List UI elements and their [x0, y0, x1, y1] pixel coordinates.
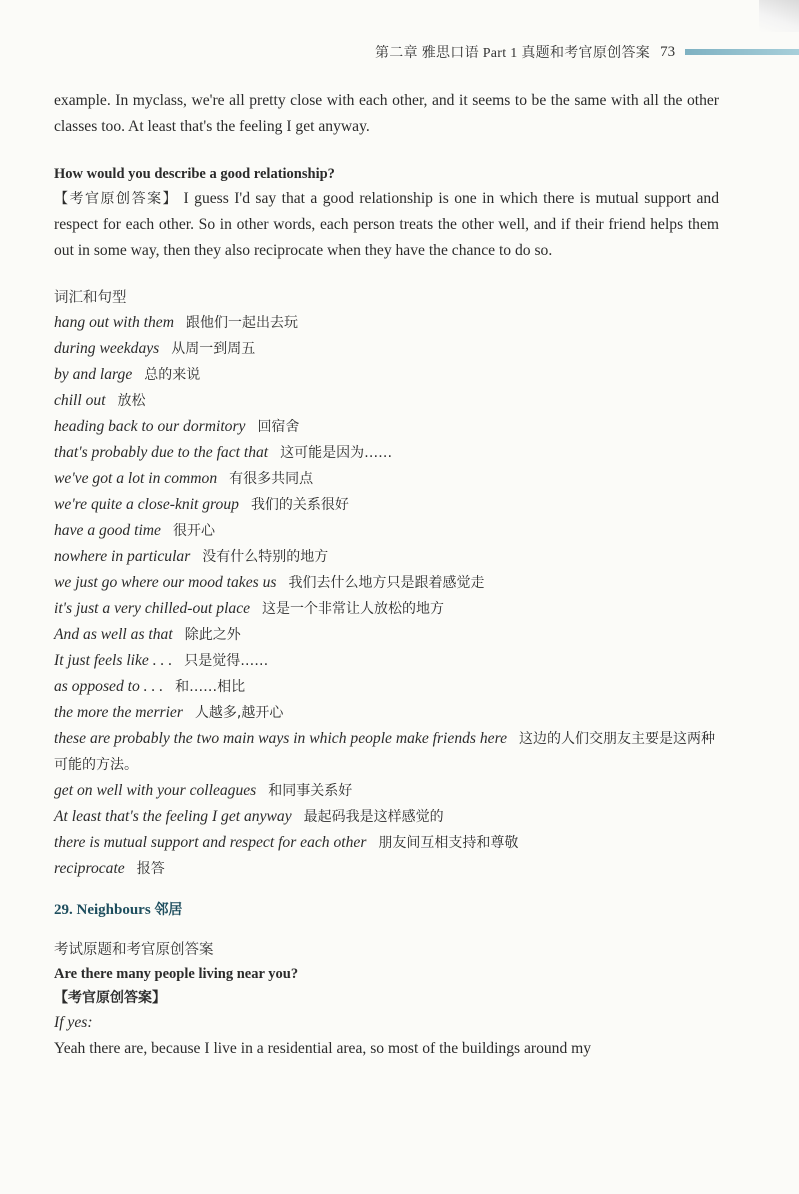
vocab-english: reciprocate: [54, 860, 125, 877]
vocab-item: [54, 726, 719, 778]
vocab-item: [54, 570, 719, 596]
vocab-chinese: 跟他们一起出去玩: [185, 315, 298, 331]
examiner-answer-label-2: 【考官原创答案】: [54, 990, 166, 1006]
examiner-answer-label: 【考官原创答案】: [54, 191, 179, 207]
question-relationship: How would you describe a good relationship?: [54, 166, 335, 182]
answer-neighbours: Yeah there are, because I live in a residential area, so most of the buildings around my: [54, 1040, 592, 1057]
vocab-english: And as well as that: [54, 626, 173, 643]
vocab-chinese: 总的来说: [144, 367, 201, 383]
question-neighbours: Are there many people living near you?: [54, 966, 299, 982]
vocab-chinese: 没有什么特别的地方: [202, 549, 329, 565]
vocab-item: [54, 310, 719, 336]
vocab-item: [54, 648, 719, 674]
vocab-english: have a good time: [54, 522, 161, 539]
if-yes-label: If yes:: [54, 1014, 93, 1031]
vocab-english: At least that's the feeling I get anyway: [54, 808, 292, 825]
vocab-chinese: 我们去什么地方只是跟着感觉走: [288, 575, 485, 591]
vocab-section-title: 词汇和句型: [54, 290, 127, 306]
continued-paragraph: example. In myclass, we're all pretty close with each other, and it seems to be the same with all the other classes too. At least that's the feeling I get anyway.: [54, 92, 719, 135]
vocab-english: that's probably due to the fact that: [54, 444, 269, 461]
vocab-chinese: 只是觉得……: [184, 653, 269, 669]
vocab-english: hang out with them: [54, 314, 174, 331]
vocab-english: as opposed to . . .: [54, 678, 164, 695]
vocab-english: these are probably the two main ways in which people make friends here: [54, 730, 508, 747]
vocab-chinese: 回宿舍: [257, 419, 300, 435]
answer-text: I guess I'd say that a good relationship is one in which there is mutual support and respect for each other. So in other words, each person treats the other well, and if their friend helps them out in some way, then they also reciprocate when they have the chance to do so.: [54, 190, 720, 259]
chapter-title: 第二章 雅思口语 Part 1 真题和考官原创答案: [375, 46, 651, 61]
header-accent-bar: [685, 49, 799, 55]
vocab-english: during weekdays: [54, 340, 160, 357]
page-content: [54, 88, 719, 1062]
vocab-english: the more the merrier: [54, 704, 183, 721]
vocab-item: [54, 830, 719, 856]
vocab-chinese: 最起码我是这样感觉的: [303, 809, 444, 825]
vocab-chinese: 这边的人们交朋友主要是这两种可能的方法。: [54, 731, 716, 773]
vocab-english: there is mutual support and respect for each other: [54, 834, 367, 851]
vocab-item: [54, 336, 719, 362]
vocab-english: chill out: [54, 392, 106, 409]
vocab-chinese: 很开心: [172, 523, 215, 539]
vocab-chinese: 除此之外: [184, 627, 241, 643]
vocab-english: we're quite a close-knit group: [54, 496, 239, 513]
page-corner-curl: [759, 0, 799, 32]
vocab-item: [54, 466, 719, 492]
vocab-chinese: 和……相比: [175, 679, 246, 695]
vocab-item: [54, 622, 719, 648]
vocab-item: [54, 544, 719, 570]
vocab-item: [54, 388, 719, 414]
vocab-item: [54, 492, 719, 518]
vocab-chinese: 报答: [136, 861, 165, 877]
vocab-item: [54, 804, 719, 830]
vocab-item: [54, 778, 719, 804]
vocab-item: [54, 700, 719, 726]
vocab-item: [54, 414, 719, 440]
exam-section-title: 考试原题和考官原创答案: [54, 942, 214, 958]
vocab-english: by and large: [54, 366, 133, 383]
vocab-item: [54, 596, 719, 622]
vocab-chinese: 朋友间互相支持和尊敬: [378, 835, 519, 851]
vocab-chinese: 这是一个非常让人放松的地方: [262, 601, 445, 617]
vocab-english: get on well with your colleagues: [54, 782, 257, 799]
vocab-item: [54, 674, 719, 700]
vocab-english: heading back to our dormitory: [54, 418, 246, 435]
vocab-chinese: 放松: [117, 393, 146, 409]
page-header: [375, 42, 799, 62]
vocab-english: we've got a lot in common: [54, 470, 218, 487]
vocab-chinese: 我们的关系很好: [250, 497, 349, 513]
page-number: 73: [660, 43, 676, 60]
vocab-chinese: 从周一到周五: [171, 341, 256, 357]
topic-heading: 29. Neighbours 邻居: [54, 902, 183, 918]
vocab-list: [54, 310, 719, 882]
vocab-chinese: 和同事关系好: [268, 783, 353, 799]
vocab-english: it's just a very chilled-out place: [54, 600, 251, 617]
answer-relationship: [54, 186, 719, 264]
vocab-english: It just feels like . . .: [54, 652, 173, 669]
vocab-item: [54, 518, 719, 544]
vocab-chinese: 有很多共同点: [229, 471, 314, 487]
vocab-chinese: 这可能是因为……: [280, 445, 393, 461]
vocab-item: [54, 362, 719, 388]
vocab-english: nowhere in particular: [54, 548, 191, 565]
vocab-item: [54, 440, 719, 466]
vocab-chinese: 人越多,越开心: [194, 705, 284, 721]
vocab-item: [54, 856, 719, 882]
vocab-english: we just go where our mood takes us: [54, 574, 277, 591]
